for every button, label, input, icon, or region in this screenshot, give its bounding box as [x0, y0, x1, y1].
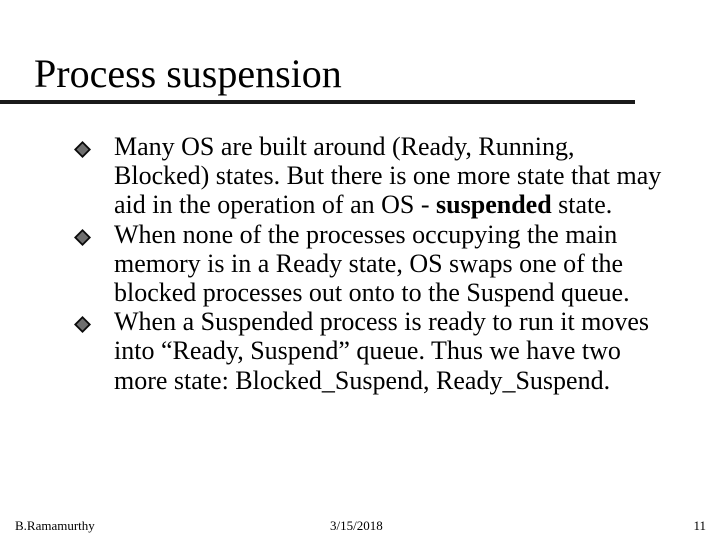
bullet-item-2 — [72, 220, 672, 308]
bullet-text-end: state. — [551, 190, 613, 220]
diamond-bullet-icon — [74, 316, 91, 333]
slide-title: Process suspension — [34, 51, 342, 96]
diamond-bullet-icon — [74, 141, 91, 158]
bullet-text: When a Suspended process is ready to run it moves into “Ready, Suspend” queue. Thus we have two more state: Blocked_Suspend, Ready_Suspend. — [114, 307, 650, 395]
bullet-item-3 — [72, 307, 672, 395]
bullet-text-bold: suspended — [436, 190, 552, 220]
footer-page-number: 11 — [693, 518, 706, 533]
footer-date: 3/15/2018 — [330, 518, 383, 533]
bullet-text-start: Many OS are built around (Ready, Running, Blocked) states. But there is one more state that may aid in the operation of an OS - — [114, 132, 662, 220]
bullet-list — [72, 132, 672, 395]
diamond-bullet-icon — [74, 229, 91, 246]
bullet-text: When none of the processes occupying the main memory is in a Ready state, OS swaps one of the blocked processes out onto to the Suspend queue. — [114, 219, 630, 308]
bullet-item-1 — [72, 132, 672, 220]
footer-author: B.Ramamurthy — [15, 518, 95, 533]
title-underline — [0, 100, 635, 104]
